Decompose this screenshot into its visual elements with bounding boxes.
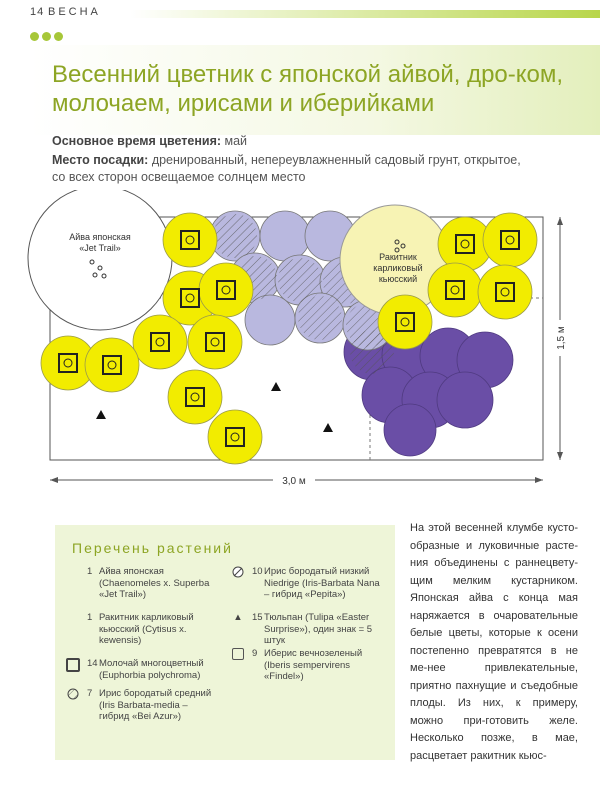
bloom-label: Основное время цветения: <box>52 134 222 148</box>
planting-plan <box>0 190 600 495</box>
iberis-icon <box>230 648 246 664</box>
label-rakitnik-3: кьюсский <box>378 274 418 284</box>
bloom-value: май <box>221 134 248 148</box>
page-title: Весенний цветник с японской айвой, дро-ком, молочаем, ирисами и иберийками <box>52 61 564 117</box>
item-count: 1 <box>87 566 93 577</box>
label-aiva-1: Айва японская <box>69 232 131 242</box>
item-text: Тюльпан (Tulipa «Easter Surprise»), один знак = 5 штук <box>264 612 373 646</box>
item-text: Иберис вечнозеленый (Iberis sempervirens «Findel») <box>264 648 363 682</box>
place-value: дренированный, непереувлажненный садовый грунт, открытое, со всех сторон освещаемое солнцем место <box>52 153 521 184</box>
page-header <box>0 0 600 30</box>
decor-dots <box>30 28 66 46</box>
bloom-time <box>52 134 247 148</box>
label-rakitnik-2: карликовый <box>373 263 423 273</box>
item-text: Ирис бородатый низкий Niedrige (Iris-Barbata Nana – гибрид «Pepita») <box>264 566 380 600</box>
planting-place <box>52 152 522 186</box>
item-text: Ракитник карликовый кьюсский (Cytisus x. kewensis) <box>99 612 194 646</box>
section-title: ВЕСНА <box>48 6 101 18</box>
plant-list-title: Перечень растений <box>72 540 233 556</box>
item-text: Айва японская (Chaenomeles x. Superba «Jet Trail») <box>99 566 210 600</box>
euphorbia-icon <box>65 658 81 676</box>
item-count: 14 <box>87 658 98 669</box>
aiva-shrub <box>28 190 172 330</box>
description-text: На этой весенней клумбе кусто-образные и луковичные расте-ния объединены с раннецвету-щим мелким кустарником. Японская айва с конца мая наряжается в очаровательные белые цветы, которые к осени постепенно превратятся в не ме-нее привлекательные, приятно пахнущие и съедобные плоды. Из них, к примеру, можно при-готовить желе. Несколько позже, в мае, расцветает ракитник кьюс- <box>410 522 578 762</box>
item-text: Ирис бородатый средний (Iris Barbata-media – гибрид «Bei Azur») <box>99 688 212 722</box>
iris-medium-icon <box>65 688 81 704</box>
label-rakitnik-1: Ракитник <box>379 252 417 262</box>
item-count: 9 <box>252 648 258 659</box>
item-count: 1 <box>87 612 93 623</box>
place-label: Место посадки: <box>52 153 149 167</box>
height-label: 1,5 м <box>556 326 567 350</box>
iris-low-icon <box>230 566 246 582</box>
item-count: 15 <box>252 612 263 623</box>
width-label: 3,0 м <box>282 476 306 487</box>
tulip-icon: ▲ <box>233 612 243 623</box>
item-text: Молочай многоцветный (Euphorbia polychroma) <box>99 658 204 681</box>
page-number: 14 <box>30 6 45 18</box>
item-count: 10 <box>252 566 263 577</box>
label-aiva-2: «Jet Trail» <box>79 243 121 253</box>
item-count: 7 <box>87 688 93 699</box>
header-bar <box>130 10 600 18</box>
